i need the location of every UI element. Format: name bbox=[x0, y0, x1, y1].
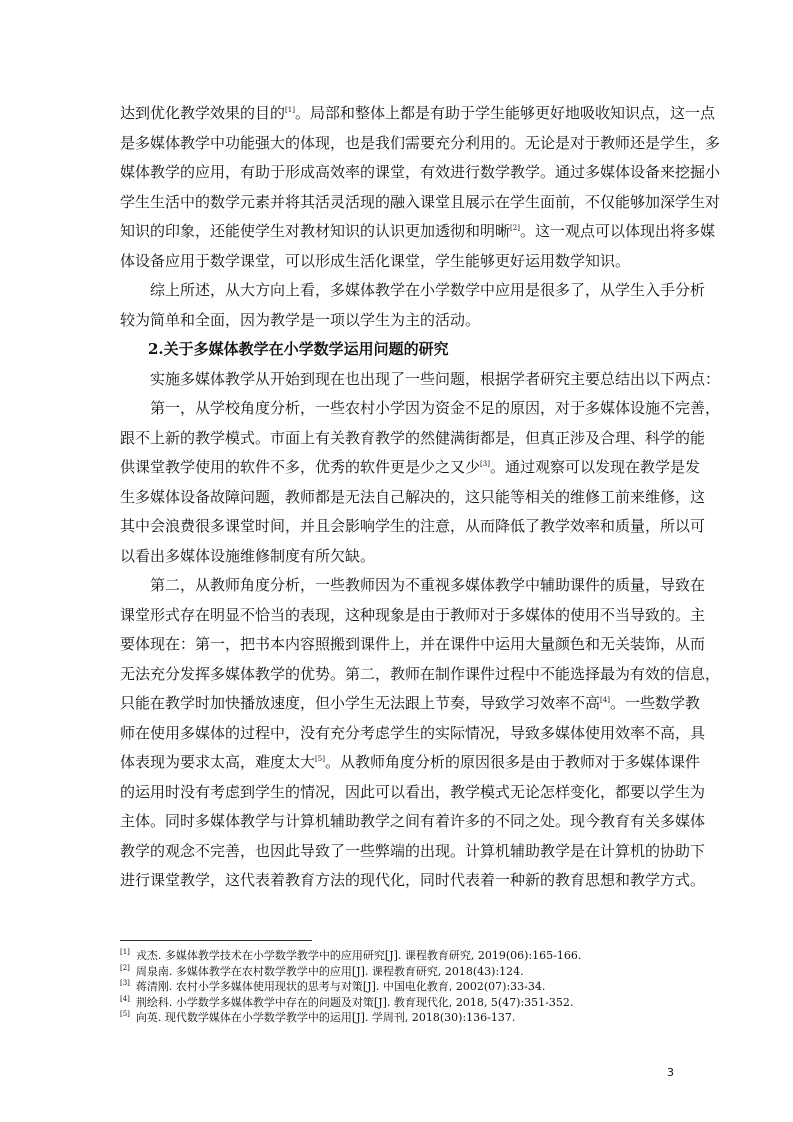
text-segment: 其中会浪费很多课堂时间，并且会影响学生的注意，从而降低了教学效率和质量，所以可 bbox=[120, 517, 706, 535]
text-segment: 是多媒体教学中功能强大的体现，也是我们需要充分利用的。无论是对于教师还是学生，多 bbox=[120, 133, 721, 152]
footnote-divider bbox=[120, 940, 312, 941]
text-segment: 。局部和整体上都是有助于学生能够更好地吸收知识点，这一点 bbox=[294, 104, 715, 122]
text-segment: 教学的观念不完善，也因此导致了一些弊端的出现。计算机辅助教学是在计算机的协助下 bbox=[120, 841, 706, 860]
text-segment: 达到优化教学效果的目的 bbox=[120, 104, 286, 122]
text-segment: 较为简单和全面，因为教学是一项以学生为主的活动。 bbox=[120, 310, 481, 329]
text-segment: 主体。同时多媒体教学与计算机辅助教学之间有着许多的不同之处。现今教育有关多媒体 bbox=[120, 812, 706, 830]
footnote-text: 蒋清刚. 农村小学多媒体使用现状的思考与对策[J]. 中国电化教育, 2002(07):33-34. bbox=[135, 980, 546, 993]
body-line bbox=[120, 365, 721, 395]
body-line bbox=[120, 542, 675, 572]
text-segment: 体设备应用于数学课堂，可以形成生活化课堂，学生能够更好运用数学知识。 bbox=[120, 251, 631, 270]
text-segment: 。这一观点可以体现出将多媒 bbox=[519, 222, 715, 240]
body-line bbox=[120, 837, 706, 867]
body-line bbox=[120, 719, 706, 749]
body-line bbox=[120, 571, 706, 601]
footnote-text: 周泉南. 多媒体教学在农村数学教学中的应用[J]. 课程教育研究, 2018(43):124. bbox=[135, 964, 524, 978]
text-segment: 2.关于多媒体教学在小学数学运用问题的研究 bbox=[148, 340, 449, 358]
text-segment: 课堂形式存在明显不恰当的表现，这种现象是由于教师对于多媒体的使用不当导致的。主 bbox=[120, 605, 706, 624]
text-segment: 第二，从教师角度分析，一些教师因为不重视多媒体教学中辅助课件的质量，导致在 bbox=[150, 576, 706, 594]
text-segment: 的运用时没有考虑到学生的情况，因此可以看出，教学模式无论怎样变化，都要以学生为 bbox=[120, 782, 706, 801]
footnote-item bbox=[120, 995, 680, 1011]
text-segment: 跟不上新的教学模式。市面上有关教育教学的然健满街都是，但真正涉及合理、科学的能 bbox=[120, 428, 706, 447]
body-line bbox=[120, 866, 706, 896]
text-segment: 学生生活中的数学元素并将其活灵活现的融入课堂且展示在学生面前，不仅能够加深学生对 bbox=[120, 192, 721, 211]
footnote-item bbox=[120, 948, 680, 964]
text-segment: 供课堂教学使用的软件不多，优秀的软件更是少之又少 bbox=[120, 458, 481, 476]
text-segment: 第一，从学校角度分析，一些农村小学因为资金不足的原因，对于多媒体设施不完善， bbox=[150, 399, 721, 417]
text-segment: 要体现在：第一，把书本内容照搬到课件上，并在课件中运用大量颜色和无关装饰，从而 bbox=[120, 635, 706, 653]
footnote-item bbox=[120, 1010, 680, 1026]
body-text bbox=[120, 99, 721, 896]
body-line bbox=[120, 247, 675, 277]
citation-ref: [5] bbox=[315, 755, 325, 763]
text-segment: 。从教师角度分析的原因很多是由于教师对于多媒体课件 bbox=[324, 753, 700, 771]
body-line bbox=[120, 660, 721, 690]
footnote-text: 荆绘科. 小学数学多媒体教学中存在的问题及对策[J]. 教育现代化, 2018, 5(47):351-352. bbox=[135, 995, 574, 1009]
body-line bbox=[120, 99, 715, 129]
footnote-mark: [4] bbox=[120, 994, 130, 1003]
body-line bbox=[120, 129, 721, 159]
footnote-mark: [3] bbox=[120, 979, 130, 988]
text-segment: 体表现为要求太高，难度太大 bbox=[120, 753, 316, 771]
footnote-text: 向英. 现代数学媒体在小学数学教学中的运用[J]. 学周刊, 2018(30):136-137. bbox=[135, 1011, 516, 1024]
body-line bbox=[120, 453, 700, 483]
citation-ref: [4] bbox=[600, 696, 610, 704]
body-line bbox=[120, 424, 706, 454]
body-line bbox=[120, 630, 706, 660]
text-segment: 知识的印象，还能使学生对教材知识的认识更加透彻和明晰 bbox=[120, 222, 511, 240]
page-number: 3 bbox=[667, 1066, 674, 1079]
body-line bbox=[120, 158, 721, 188]
text-segment: 师在使用多媒体的过程中，没有充分考虑学生的实际情况，导致多媒体使用效率不高，具 bbox=[120, 723, 706, 742]
body-line bbox=[120, 689, 700, 719]
body-line bbox=[120, 748, 700, 778]
body-line bbox=[120, 601, 706, 631]
text-segment: 综上所述，从大方向上看，多媒体教学在小学数学中应用是很多了，从学生入手分析 bbox=[150, 281, 706, 299]
footnote-item bbox=[120, 964, 680, 980]
footnote-mark: [1] bbox=[120, 948, 130, 957]
text-segment: 实施多媒体教学从开始到现在也出现了一些问题，根据学者研究主要总结出以下两点： bbox=[150, 369, 721, 388]
text-segment: 只能在教学时加快播放速度，但小学生无法跟上节奏，导致学习效率不高 bbox=[120, 694, 601, 712]
footnote-item bbox=[120, 979, 680, 995]
footnotes bbox=[120, 948, 680, 1026]
text-segment: 生多媒体设备故障问题，教师都是无法自己解决的，这只能等相关的维修工前来维修，这 bbox=[120, 487, 706, 506]
text-segment: 。一些数学教 bbox=[609, 694, 700, 712]
body-line bbox=[120, 778, 706, 808]
section-heading bbox=[120, 335, 675, 365]
footnote-mark: [5] bbox=[120, 1010, 130, 1019]
text-segment: 以看出多媒体设施维修制度有所欠缺。 bbox=[120, 546, 376, 565]
body-line bbox=[120, 807, 706, 837]
text-segment: 无法充分发挥多媒体教学的优势。第二，教师在制作课件过程中不能选择最为有效的信息， bbox=[120, 664, 721, 683]
citation-ref: [2] bbox=[510, 224, 520, 232]
text-segment: 进行课堂教学，这代表着教育方法的现代化，同时代表着一种新的教育思想和教学方式。 bbox=[120, 871, 706, 889]
body-line bbox=[120, 512, 706, 542]
text-segment: 。通过观察可以发现在教学是发 bbox=[489, 458, 700, 476]
body-line bbox=[120, 217, 715, 247]
body-line bbox=[120, 188, 721, 218]
citation-ref: [1] bbox=[285, 106, 295, 114]
footnote-text: 戎杰. 多媒体教学技术在小学数学教学中的应用研究[J]. 课程教育研究, 2019(06):165-166. bbox=[135, 949, 582, 962]
footnote-mark: [2] bbox=[120, 963, 130, 972]
body-line bbox=[120, 483, 706, 513]
body-line bbox=[120, 306, 675, 336]
body-line bbox=[120, 276, 706, 306]
citation-ref: [3] bbox=[480, 460, 490, 468]
text-segment: 媒体教学的应用，有助于形成高效率的课堂，有效进行数学教学。通过多媒体设备来挖掘小 bbox=[120, 163, 721, 181]
body-line bbox=[120, 394, 721, 424]
